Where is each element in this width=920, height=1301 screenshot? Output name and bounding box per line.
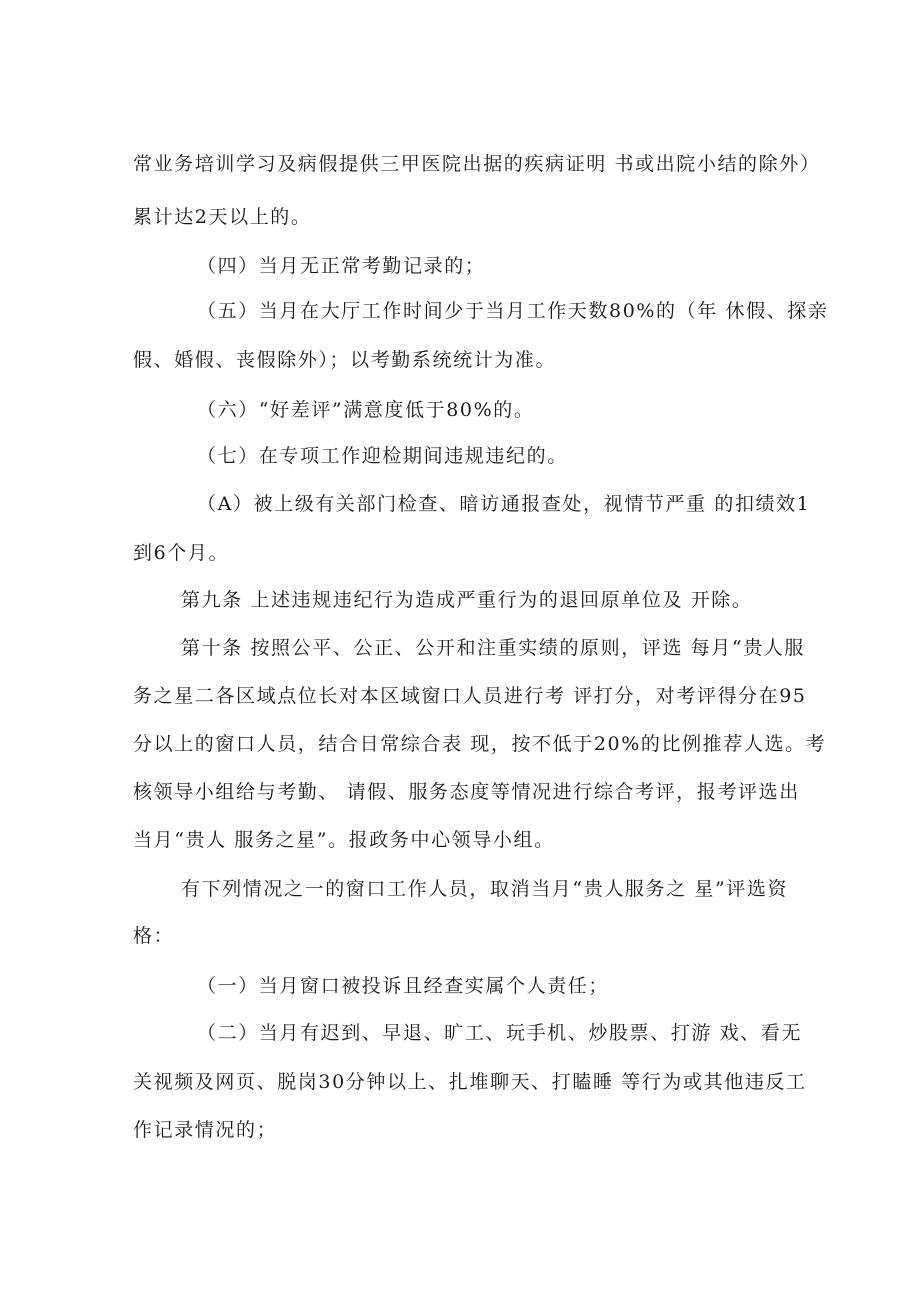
para-line: （七）在专项工作迎检期间违规违纪的。	[197, 445, 568, 467]
para-line: 第十条 按照公平、公正、公开和注重实绩的原则，评选 每月“贵人服	[181, 637, 805, 659]
para-line: （一）当月窗口被投诉且经查实属个人责任；	[197, 975, 610, 997]
para-line: （六）“好差评”满意度低于80%的。	[197, 399, 535, 421]
para-line: 核领导小组给与考勤、 请假、服务态度等情况进行综合考评，报考评选出	[133, 781, 800, 803]
para-line: 有下列情况之一的窗口工作人员，取消当月“贵人服务之 星”评选资	[181, 878, 789, 900]
para-line: 关视频及网页、脱岗30分钟以上、扎堆聊天、打瞌睡 等行为或其他违反工	[133, 1071, 807, 1093]
para-line: （A）被上级有关部门检查、暗访通报查处，视情节严重 的扣绩效1	[197, 493, 811, 515]
para-line: （二）当月有迟到、早退、旷工、玩手机、炒股票、打游 戏、看无	[197, 1022, 803, 1044]
para-line: 第九条 上述违规违纪行为造成严重行为的退回原单位及 开除。	[181, 589, 753, 611]
para-line: （五）当月在大厅工作时间少于当月工作天数80%的（年 休假、探亲	[197, 300, 829, 322]
para-line: 常业务培训学习及病假提供三甲医院出据的疾病证明 书或出院小结的除外）	[133, 153, 821, 175]
para-line: 累计达2天以上的。	[133, 206, 312, 228]
para-line: 分以上的窗口人员，结合日常综合表 现，按不低于20%的比例推荐人选。考	[133, 733, 827, 755]
para-line: 作记录情况的；	[133, 1119, 278, 1141]
para-line: 务之星二各区域点位长对本区域窗口人员进行考 评打分，对考评得分在95	[133, 685, 807, 707]
para-line: 到6个月。	[133, 542, 230, 564]
para-line: 当月“贵人 服务之星”。报政务中心领导小组。	[133, 829, 555, 851]
para-line: 假、婚假、丧假除外）；以考勤系统统计为准。	[133, 349, 557, 371]
para-line: （四）当月无正常考勤记录的；	[197, 255, 486, 277]
para-line: 格：	[133, 925, 175, 947]
